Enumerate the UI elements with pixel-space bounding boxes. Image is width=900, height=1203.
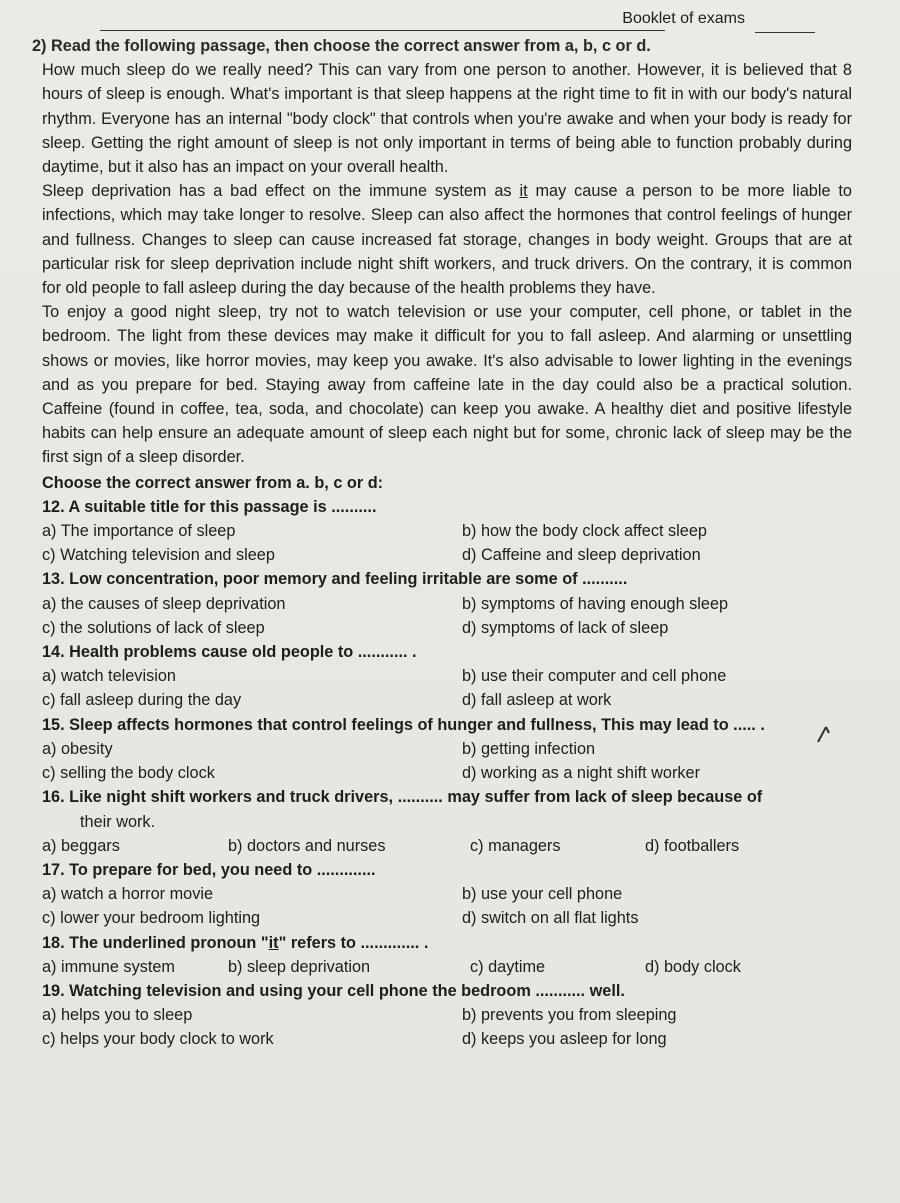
option-d[interactable]: d) working as a night shift worker: [462, 764, 700, 783]
stem-end: " refers to ............. .: [278, 933, 429, 952]
option-c[interactable]: c) the solutions of lack of sleep: [42, 618, 265, 637]
question-14-options: [32, 664, 852, 712]
option-c[interactable]: c) helps your body clock to work: [42, 1030, 274, 1049]
question-16: [32, 785, 852, 833]
option-a[interactable]: a) obesity: [42, 739, 113, 758]
passage-paragraph-3: To enjoy a good night sleep, try not to watch television or use your computer, cell phone, or tablet in the bedroom. The light from these devices may make it difficult for you to fall asleep. And alarming or unsettling shows or movies, like horror movies, may keep you awake. It's also advisable to lower lighting in the evenings and as you prepare for bed. Staying away from caffeine late in the day could also be a practical solution. Caffeine (found in coffee, tea, soda, and chocolate) can keep you awake. A healthy diet and positive lifestyle habits can help ensure an adequate amount of sleep each night but for some, chronic lack of sleep may be the first sign of a sleep disorder.: [42, 303, 852, 467]
option-c[interactable]: c) selling the body clock: [42, 764, 215, 783]
passage-paragraph-2: [32, 179, 852, 300]
question-18: [32, 931, 852, 955]
option-d[interactable]: d) footballers: [645, 836, 740, 855]
option-b[interactable]: b) use their computer and cell phone: [462, 667, 727, 686]
option-b[interactable]: b) sleep deprivation: [228, 957, 371, 976]
question-stem: 13. Low concentration, poor memory and feeling irritable are some of ..........: [42, 570, 628, 589]
option-b[interactable]: b) use your cell phone: [462, 885, 623, 904]
question-18-options: [32, 955, 852, 979]
question-19: [32, 979, 852, 1003]
option-a[interactable]: a) the causes of sleep deprivation: [42, 594, 286, 613]
question-stem: 15. Sleep affects hormones that control feelings of hunger and fullness, This may lead to ..... .: [42, 715, 765, 734]
option-a[interactable]: a) helps you to sleep: [42, 1006, 193, 1025]
option-a[interactable]: a) beggars: [42, 836, 120, 855]
question-19-options: [32, 1003, 852, 1051]
question-stem: 17. To prepare for bed, you need to .............: [42, 860, 376, 879]
stem-underlined-word: it: [268, 933, 279, 952]
passage-p2-start: Sleep deprivation has a bad effect on the immune system as: [42, 182, 512, 201]
question-stem: 16. Like night shift workers and truck drivers, .......... may suffer from lack of sleep because of: [42, 788, 763, 807]
option-c[interactable]: c) fall asleep during the day: [42, 691, 242, 710]
option-c[interactable]: c) lower your bedroom lighting: [42, 909, 261, 928]
stem-start: 18. The underlined pronoun ": [42, 933, 269, 952]
question-17-options: [32, 882, 852, 930]
question-17: [32, 858, 852, 882]
question-13: [32, 567, 852, 591]
option-c[interactable]: c) daytime: [470, 957, 546, 976]
question-stem: 19. Watching television and using your cell phone the bedroom ........... well.: [42, 981, 625, 1000]
question-12-options: [32, 519, 852, 567]
option-c[interactable]: c) managers: [470, 836, 561, 855]
header-blank-line: [755, 32, 815, 33]
option-d[interactable]: d) switch on all flat lights: [462, 909, 639, 928]
reading-passage: [32, 58, 852, 469]
option-d[interactable]: d) body clock: [645, 957, 741, 976]
question-15: [32, 713, 852, 737]
question-15-options: [32, 737, 852, 785]
question-14: [32, 640, 852, 664]
page-header: [60, 8, 840, 32]
instruction: Choose the correct answer from a. b, c or d:: [42, 473, 384, 492]
option-c[interactable]: c) Watching television and sleep: [42, 546, 275, 565]
option-b[interactable]: b) getting infection: [462, 739, 596, 758]
option-d[interactable]: d) keeps you asleep for long: [462, 1030, 667, 1049]
handwritten-check-icon: [816, 724, 836, 744]
option-d[interactable]: d) Caffeine and sleep deprivation: [462, 546, 701, 565]
option-d[interactable]: d) fall asleep at work: [462, 691, 612, 710]
option-a[interactable]: a) The importance of sleep: [42, 522, 236, 541]
question-stem: [42, 931, 852, 955]
question-12: [32, 495, 852, 519]
option-b[interactable]: b) symptoms of having enough sleep: [462, 594, 729, 613]
question-stem-continued: their work.: [80, 812, 156, 831]
header-rule: [100, 30, 665, 31]
question-13-options: [32, 592, 852, 640]
option-d[interactable]: d) symptoms of lack of sleep: [462, 618, 669, 637]
question-stem: 12. A suitable title for this passage is ..........: [42, 497, 377, 516]
question-stem: 14. Health problems cause old people to ........... .: [42, 643, 417, 662]
passage-paragraph-1: How much sleep do we really need? This can vary from one person to another. However, it is believed that 8 hours of sleep is enough. What's important is that sleep happens at the right time to fit in with our body's natural rhythm. Everyone has an internal "body clock" that controls when you're awake and when your body is ready for sleep. Getting the right amount of sleep is not only important in terms of being able to function probably during daytime, but it also has an impact on your overall health.: [42, 61, 852, 177]
section-title: 2) Read the following passage, then choose the correct answer from a, b, c or d.: [32, 37, 651, 55]
option-a[interactable]: a) immune system: [42, 957, 175, 976]
option-b[interactable]: b) how the body clock affect sleep: [462, 522, 707, 541]
option-a[interactable]: a) watch television: [42, 667, 176, 686]
underlined-pronoun: it: [519, 182, 528, 201]
option-a[interactable]: a) watch a horror movie: [42, 885, 214, 904]
passage-p2-rest: may cause a person to be more liable to infections, which may take longer to resolve. Sleep can also affect the hormones that control feelings of hunger and fullness. Changes to sleep can cause increased fat storage, changes in body weight. Groups that are at particular risk for sleep deprivation include night shift workers, and truck drivers. On the contrary, it is common for old people to fall asleep during the day because of the health problems they have.: [42, 182, 852, 298]
question-16-options: [32, 834, 852, 858]
option-b[interactable]: b) doctors and nurses: [228, 836, 386, 855]
exam-content: [32, 34, 852, 1052]
booklet-label: Booklet of exams: [622, 10, 745, 27]
option-b[interactable]: b) prevents you from sleeping: [462, 1006, 677, 1025]
